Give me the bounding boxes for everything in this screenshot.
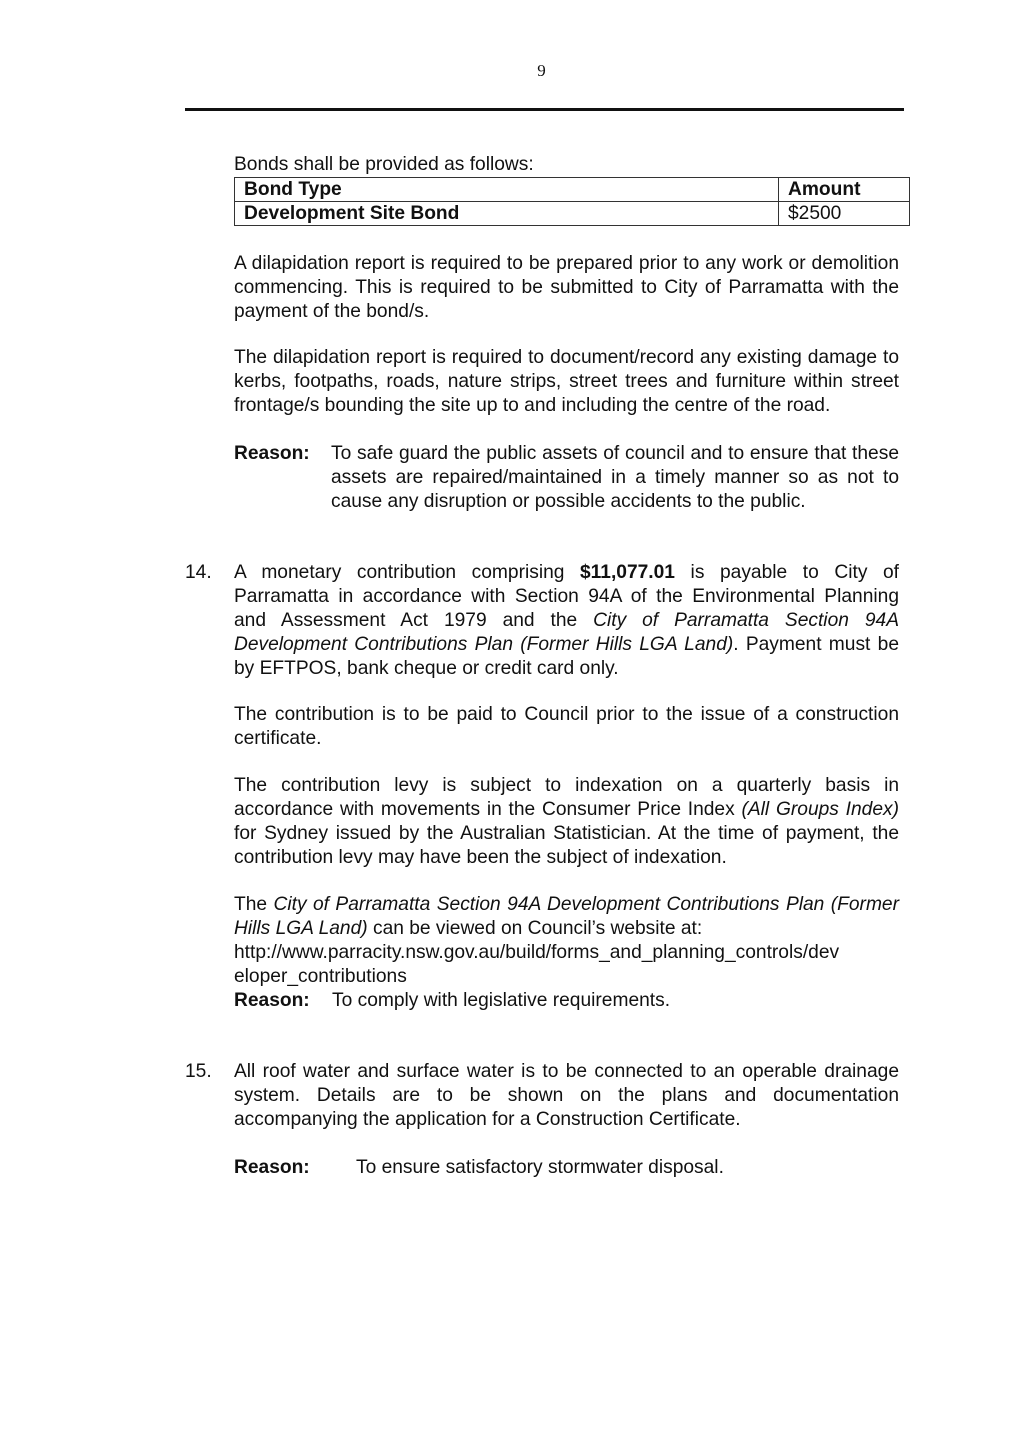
dilapidation-paragraph-2: The dilapidation report is required to document/record any existing damage to kerbs, footpaths, roads, nature strips, street trees and furniture within street frontage/s bounding the site up to and including the centre of the road. xyxy=(234,347,899,416)
url-line-2: eloper_contributions xyxy=(234,966,407,987)
item-14-reason xyxy=(234,989,899,1013)
table-header-row xyxy=(235,178,910,202)
index-name: (All Groups Index) xyxy=(741,799,900,820)
item-14-text-a: A monetary contribution comprising xyxy=(234,562,580,583)
item-14-text-b: is payable to City of Parramatta in accordance with Section 94A of the Environmental Planning and Assessment Act 1979 and the xyxy=(234,562,899,631)
header-amount: Amount xyxy=(779,178,910,202)
cell-bond-type: Development Site Bond xyxy=(235,202,779,226)
item-14-paragraph-4 xyxy=(234,893,899,941)
item-14-number: 14. xyxy=(185,562,212,583)
reason-text: To safe guard the public assets of council and to ensure that these assets are repaired/maintained in a timely manner so as not to cause any disruption or possible accidents to the public. xyxy=(331,443,899,512)
item-15-paragraph: All roof water and surface water is to be connected to an operable drainage system. Details are to be shown on the plans and documentation accompanying the application for a Construction Certificate. xyxy=(234,1061,899,1130)
contribution-amount: $11,077.01 xyxy=(580,562,675,583)
indexation-text-a: The contribution levy is subject to indexation on a quarterly basis in accordance with movements in the Consumer Price Index xyxy=(234,775,899,820)
reason-label: Reason: xyxy=(234,1157,310,1178)
item-14-paragraph-3 xyxy=(234,774,899,870)
dilapidation-paragraph-1: A dilapidation report is required to be prepared prior to any work or demolition commencing. This is required to be submitted to City of Parramatta with the payment of the bond/s. xyxy=(234,253,899,322)
cell-amount: $2500 xyxy=(779,202,910,226)
plan-title: City of Parramatta Section 94A Development Contributions Plan (Former Hills LGA Land) xyxy=(234,610,899,655)
header-rule xyxy=(185,108,904,111)
item-15-number: 15. xyxy=(185,1061,212,1082)
url-line-1: http://www.parracity.nsw.gov.au/build/forms_and_planning_controls/dev xyxy=(234,942,840,963)
reason-label: Reason: xyxy=(234,443,310,464)
bonds-reason xyxy=(234,442,899,514)
header-bond-type: Bond Type xyxy=(235,178,779,202)
indexation-text-b: for Sydney issued by the Australian Statistician. At the time of payment, the contribution levy may have been the subject of indexation. xyxy=(234,823,899,868)
table-row xyxy=(235,202,910,226)
reason-text: To ensure satisfactory stormwater disposal. xyxy=(356,1157,724,1178)
item-14-paragraph-1 xyxy=(234,561,899,681)
bonds-intro: Bonds shall be provided as follows: xyxy=(234,154,534,175)
item-14-paragraph-2: The contribution is to be paid to Council prior to the issue of a construction certificate. xyxy=(234,704,899,749)
item-15-reason xyxy=(234,1156,899,1180)
bonds-table xyxy=(234,177,910,226)
page-number: 9 xyxy=(537,61,546,80)
website-text-a: The xyxy=(234,894,274,915)
plan-title-2: City of Parramatta Section 94A Development Contributions Plan (Former Hills LGA Land) xyxy=(234,894,899,939)
contributions-url xyxy=(234,941,899,989)
website-text-b: can be viewed on Council’s website at: xyxy=(367,918,703,939)
item-14-text-c: . Payment must be by EFTPOS, bank cheque or credit card only. xyxy=(234,634,899,679)
reason-text: To comply with legislative requirements. xyxy=(332,990,671,1011)
reason-label: Reason: xyxy=(234,990,310,1011)
